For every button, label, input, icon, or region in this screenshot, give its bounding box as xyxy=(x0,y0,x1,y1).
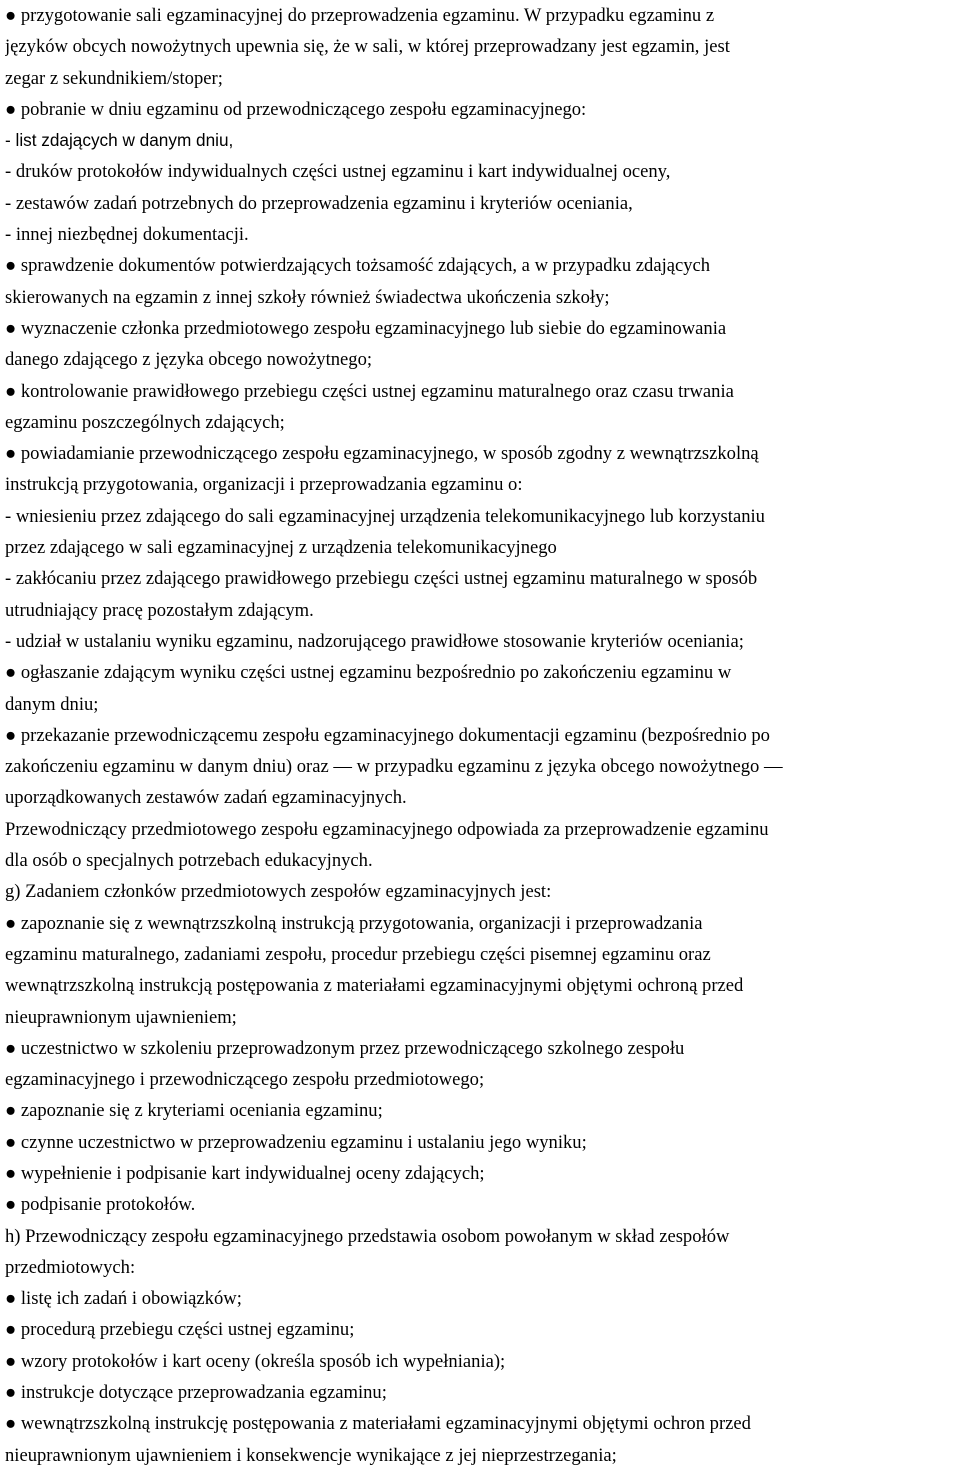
text-line: skierowanych na egzamin z innej szkoły również świadectwa ukończenia szkoły; xyxy=(5,286,610,308)
text-line: dla osób o specjalnych potrzebach edukacyjnych. xyxy=(5,850,373,872)
text-line: ● czynne uczestnictwo w przeprowadzeniu egzaminu i ustalaniu jego wyniku; xyxy=(5,1131,587,1153)
text-line: ● pobranie w dniu egzaminu od przewodniczącego zespołu egzaminacyjnego: xyxy=(5,98,587,120)
text-line: h) Przewodniczący zespołu egzaminacyjnego przedstawia osobom powołanym w skład zespołów xyxy=(5,1225,730,1247)
text-line: ● zapoznanie się z wewnątrzszkolną instrukcją przygotowania, organizacji i przeprowadzania xyxy=(5,912,703,934)
text-line: - wniesieniu przez zdającego do sali egzaminacyjnej urządzenia telekomunikacyjnego lub korzystaniu xyxy=(5,505,765,527)
text-line: ● wypełnienie i podpisanie kart indywidualnej oceny zdających; xyxy=(5,1162,485,1184)
text-line: uporządkowanych zestawów zadań egzaminacyjnych. xyxy=(5,787,407,809)
text-line: ● zapoznanie się z kryteriami oceniania egzaminu; xyxy=(5,1100,383,1122)
text-line: zegar z sekundnikiem/stoper; xyxy=(5,67,223,89)
text-line: utrudniający pracę pozostałym zdającym. xyxy=(5,599,314,621)
text-line: ● wyznaczenie członka przedmiotowego zespołu egzaminacyjnego lub siebie do egzaminowania xyxy=(5,317,727,339)
text-line: ● powiadamianie przewodniczącego zespołu egzaminacyjnego, w sposób zgodny z wewnątrzszkolną xyxy=(5,443,759,465)
text-line: g) Zadaniem członków przedmiotowych zespołów egzaminacyjnych jest: xyxy=(5,881,552,903)
document-page xyxy=(5,0,957,1471)
text-line: ● wzory protokołów i kart oceny (określa sposób ich wypełniania); xyxy=(5,1350,506,1372)
text-line: egzaminu maturalnego, zadaniami zespołu, procedur przebiegu części pisemnej egzaminu oraz xyxy=(5,943,711,965)
text-line: danym dniu; xyxy=(5,693,99,715)
text-line: - druków protokołów indywidualnych części ustnej egzaminu i kart indywidualnej oceny, xyxy=(5,161,671,183)
text-line: języków obcych nowożytnych upewnia się, że w sali, w której przeprowadzany jest egzamin, jest xyxy=(5,36,730,58)
text-line: - innej niezbędnej dokumentacji. xyxy=(5,224,249,246)
text-line: nieuprawnionym ujawnieniem; xyxy=(5,1006,237,1028)
text-line: wewnątrzszkolną instrukcją postępowania z materiałami egzaminacyjnymi objętymi ochroną przed xyxy=(5,975,744,997)
text-line: ● przygotowanie sali egzaminacyjnej do przeprowadzenia egzaminu. W przypadku egzaminu z xyxy=(5,5,715,26)
text-line: ● instrukcje dotyczące przeprowadzania egzaminu; xyxy=(5,1382,387,1404)
text-line: nieuprawnionym ujawnieniem i konsekwencje wynikające z jej nieprzestrzegania; xyxy=(5,1444,617,1466)
text-line: ● kontrolowanie prawidłowego przebiegu części ustnej egzaminu maturalnego oraz czasu trwania xyxy=(5,380,734,402)
text-line: ● uczestnictwo w szkoleniu przeprowadzonym przez przewodniczącego szkolnego zespołu xyxy=(5,1037,685,1059)
text-line: ● sprawdzenie dokumentów potwierdzających tożsamość zdających, a w przypadku zdających xyxy=(5,255,711,277)
text-line: ● przekazanie przewodniczącemu zespołu egzaminacyjnego dokumentacji egzaminu (bezpośrednio po xyxy=(5,724,770,746)
text-line: przedmiotowych: xyxy=(5,1256,136,1278)
text-line: ● ogłaszanie zdającym wyniku części ustnej egzaminu bezpośrednio po zakończeniu egzaminu w xyxy=(5,662,732,684)
text-line: ● listę ich zadań i obowiązków; xyxy=(5,1288,242,1310)
text-line: egzaminacyjnego i przewodniczącego zespołu przedmiotowego; xyxy=(5,1069,485,1091)
text-line: ● procedurą przebiegu części ustnej egzaminu; xyxy=(5,1319,355,1341)
text-line: egzaminu poszczególnych zdających; xyxy=(5,411,285,433)
text-line: instrukcją przygotowania, organizacji i przeprowadzania egzaminu o: xyxy=(5,474,523,496)
text-line: przez zdającego w sali egzaminacyjnej z urządzenia telekomunikacyjnego xyxy=(5,537,557,559)
text-line: ● wewnątrzszkolną instrukcję postępowania z materiałami egzaminacyjnymi objętymi ochron przed xyxy=(5,1413,751,1435)
text-line: - zestawów zadań potrzebnych do przeprowadzenia egzaminu i kryteriów oceniania, xyxy=(5,192,633,214)
text-line: ● podpisanie protokołów. xyxy=(5,1194,196,1216)
text-line: - udział w ustalaniu wyniku egzaminu, nadzorującego prawidłowe stosowanie kryteriów oceniania; xyxy=(5,630,744,652)
text-line: - zakłócaniu przez zdającego prawidłowego przebiegu części ustnej egzaminu maturalnego w sposób xyxy=(5,568,758,590)
text-line: zakończeniu egzaminu w danym dniu) oraz — w przypadku egzaminu z języka obcego nowożytnego — xyxy=(5,756,783,778)
text-line: Przewodniczący przedmiotowego zespołu egzaminacyjnego odpowiada za przeprowadzenie egzaminu xyxy=(5,818,769,840)
text-line: - list zdających w danym dniu, xyxy=(5,130,234,151)
text-line: danego zdającego z języka obcego nowożytnego; xyxy=(5,349,373,371)
